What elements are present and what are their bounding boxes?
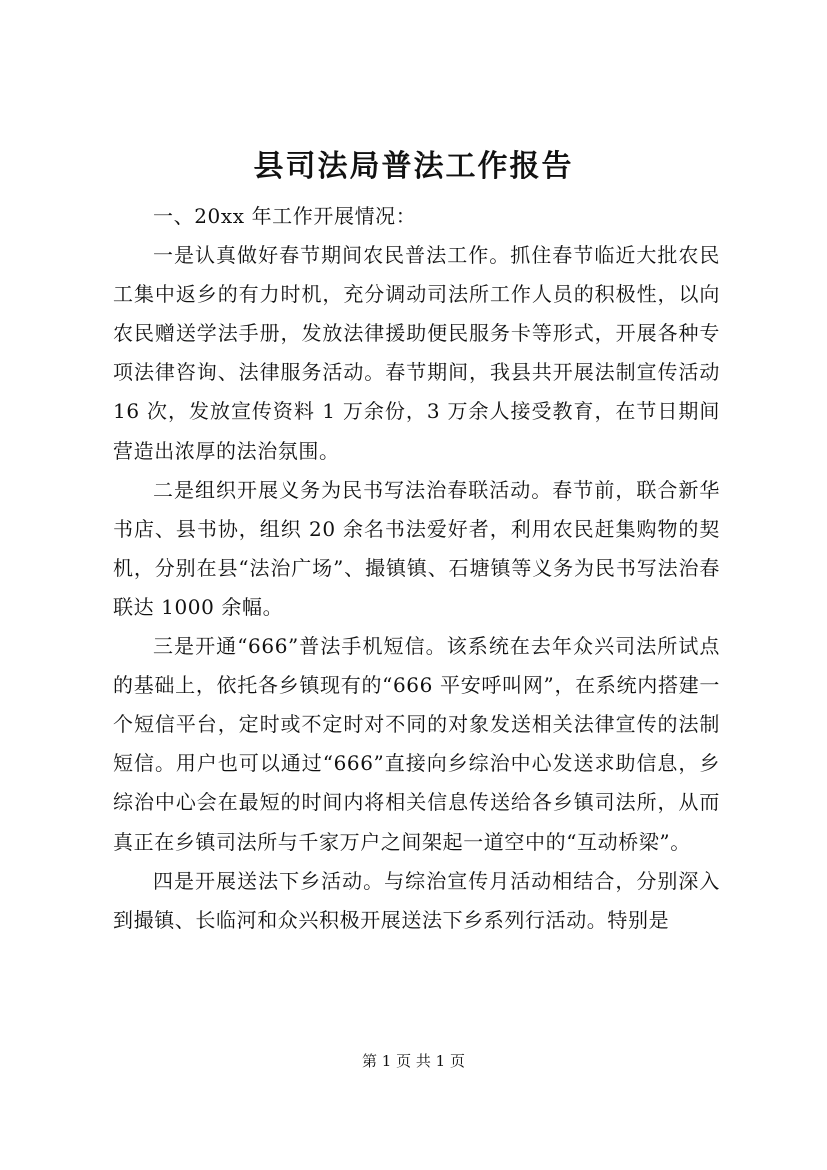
- page-footer: 第 1 页 共 1 页: [362, 1052, 465, 1070]
- section-heading: 一、20xx 年工作开展情况：: [153, 204, 417, 228]
- paragraph-sms: 三是开通“666”普法手机短信。该系统在去年众兴司法所试点的基础上，依托各乡镇现有的“666 平安呼叫网”，在系统内搭建一个短信平台，定时或不定时对不同的对象发送相关法律宣传的法制短信。用户也可以通过“666”直接向乡综治中心发送求助信息，乡综治中心会在最短的时间内将相关信息传送给各乡镇司法所，从而真正在乡镇司法所与千家万户之间架起一道空中的“互动桥梁”。: [113, 634, 720, 854]
- document-body: [113, 197, 720, 940]
- paragraph-countryside: 四是开展送法下乡活动。与综治宣传月活动相结合，分别深入到撮镇、长临河和众兴积极开展送法下乡系列行活动。特别是: [113, 868, 720, 932]
- paragraph-couplets: 二是组织开展义务为民书写法治春联活动。春节前，联合新华书店、县书协，组织 20 余名书法爱好者，利用农民赶集购物的契机，分别在县“法治广场”、撮镇镇、石塘镇等义务为民书写法治春联达 1000 余幅。: [113, 477, 720, 619]
- document-title: 县司法局普法工作报告: [253, 149, 574, 184]
- paragraph-spring-festival: 一是认真做好春节期间农民普法工作。抓住春节临近大批农民工集中返乡的有力时机，充分调动司法所工作人员的积极性，以向农民赠送学法手册，发放法律援助便民服务卡等形式，开展各种专项法律咨询、法律服务活动。春节期间，我县共开展法制宣传活动 16 次，发放宣传资料 1 万余份，3 万余人接受教育，在节日期间营造出浓厚的法治氛围。: [113, 243, 720, 463]
